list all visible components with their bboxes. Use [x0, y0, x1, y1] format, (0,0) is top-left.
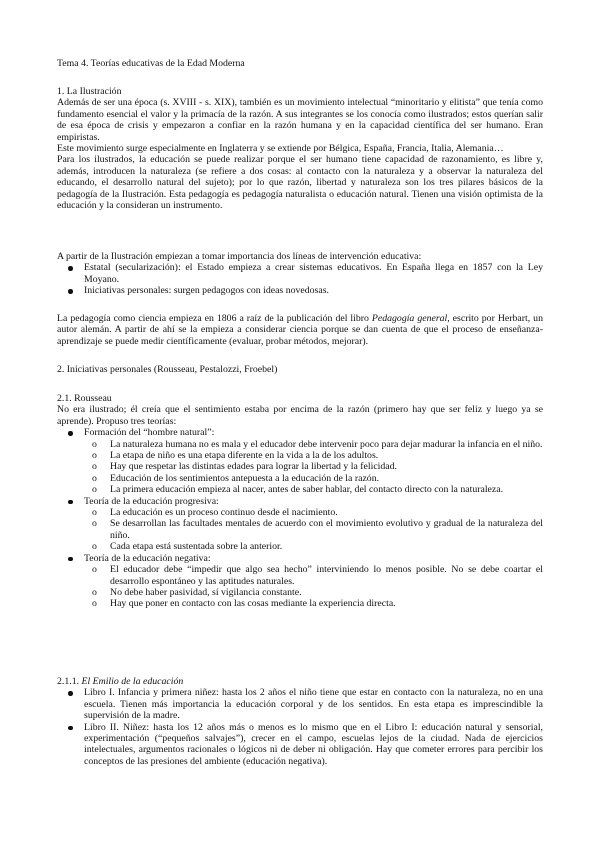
sub-list-item: o La primera educación empieza al nacer, antes de saber hablar, del contacto directo con la naturaleza. [57, 484, 543, 495]
sub-list-item: o La educación es un proceso continuo desde el nacimiento. [57, 507, 543, 518]
list-item: Teoría de la educación progresiva: [57, 496, 543, 507]
section-lineas-intervencion [57, 251, 543, 297]
list-item: Libro II. Niñez: hasta los 12 años más o menos es lo mismo que en el Libro I: educación natural y sensorial, experimentación (“pequeños salvajes”), crecer en el campo, escuelas lejos de la ciudad. Nada de ejercicios intelectuales, argumentos racionales o lógicos ni de deber ni obligación. Hay que cometer errores para percibir los conceptos de las presiones del ambiente (educación negativa). [57, 722, 543, 768]
list-item: Teoría de la educación negativa: [57, 553, 543, 564]
paragraph: Para los ilustrados, la educación se puede realizar porque el ser humano tiene capacidad de razonamiento, es libre y, además, introducen la naturaleza (se refiere a dos cosas: al contacto con la naturaleza y a observar la naturaleza del educando, el desarrollo natural del sujeto); por lo que razón, libertad y naturaleza son los tres pilares básicos de la pedagogía de la Ilustración. Esta pedagogía es pedagogía naturalista o educación natural. Tienen una visión optimista de la educación y la consideran un instrumento. [57, 154, 543, 212]
section-heading: 1. La Ilustración [57, 86, 122, 97]
section-heading: 2. Iniciativas personales (Rousseau, Pestalozzi, Froebel) [57, 364, 278, 375]
section-ilustracion [57, 86, 543, 211]
sub-list-item: o La naturaleza humana no es mala y el educador debe intervenir poco para dejar madurar la infancia en el niño. [57, 439, 543, 450]
paragraph: A partir de la Ilustración empiezan a tomar importancia dos líneas de intervención educativa: [57, 251, 422, 262]
book-title: Pedagogía general [371, 313, 448, 324]
paragraph: La pedagogía como ciencia empieza en 1806 a raíz de la publicación del libro Pedagogía general, escrito por Herbart, un autor alemán. A partir de ahí se la empieza a considerar ciencia porque se dan cuenta de que el proceso de enseñanza-aprendizaje se puede medir científicamente (evaluar, probar métodos, mejorar). [57, 313, 543, 347]
sub-list-item: o Hay que poner en contacto con las cosas mediante la experiencia directa. [57, 598, 543, 609]
section-iniciativas [57, 364, 543, 375]
list-item: Estatal (secularización): el Estado empieza a crear sistemas educativos. En España llega en 1857 con la Ley Moyano. [57, 262, 543, 285]
document-title: Tema 4. Teorías educativas de la Edad Moderna [57, 58, 245, 69]
section-heading: 2.1.1. El Emilio de la educación [57, 676, 184, 687]
paragraph: No era ilustrado; él creía que el sentimiento estaba por encima de la razón (primero hay que ser feliz y luego ya se aprende). Propuso tres teorías: [57, 404, 543, 427]
sub-list-item: o Educación de los sentimientos antepuesta a la educación de la razón. [57, 473, 543, 484]
sub-list-item: o Se desarrollan las facultades mentales de acuerdo con el movimiento evolutivo y gradual de la naturaleza del niño. [57, 518, 543, 541]
list-item: Libro I. Infancia y primera niñez: hasta los 2 años el niño tiene que estar en contacto con la naturaleza, no en una escuela. Tienen más importancia la educación corporal y de los sentidos. En esta etapa es imprescindible la supervisión de la madre. [57, 687, 543, 721]
sub-list-item: o No debe haber pasividad, sí vigilancia constante. [57, 587, 543, 598]
section-heading: 2.1. Rousseau [57, 393, 112, 404]
paragraph: Además de ser una época (s. XVIII - s. XIX), también es un movimiento intelectual “minoritario y elitista” que tenía como fundamento esencial el valor y la primacía de la razón. A sus integrantes se los conocía como ilustrados; estos querían salir de esa época de crisis y empezaron a confiar en la razón humana y en la capacidad científica del ser humano. Eran empiristas. [57, 97, 543, 143]
paragraph: Este movimiento surge especialmente en Inglaterra y se extiende por Bélgica, España, Francia, Italia, Alemania… [57, 143, 504, 155]
list-item: Formación del “hombre natural”: [57, 427, 543, 438]
section-emilio [57, 676, 543, 767]
sub-list-item: o Cada etapa está sustentada sobre la anterior. [57, 541, 543, 552]
list-item: Iniciativas personales: surgen pedagogos con ideas novedosas. [57, 285, 543, 296]
sub-list-item: o Hay que respetar las distintas edades para lograr la libertad y la felicidad. [57, 461, 543, 472]
section-rousseau [57, 393, 543, 610]
section-pedagogia-ciencia [57, 313, 543, 347]
sub-list-item: o El educador debe “impedir que algo sea hecho” interviniendo lo menos posible. No se debe coartar el desarrollo espontáneo y las aptitudes naturales. [57, 564, 543, 587]
sub-list-item: o La etapa de niño es una etapa diferente en la vida a la de los adultos. [57, 450, 543, 461]
